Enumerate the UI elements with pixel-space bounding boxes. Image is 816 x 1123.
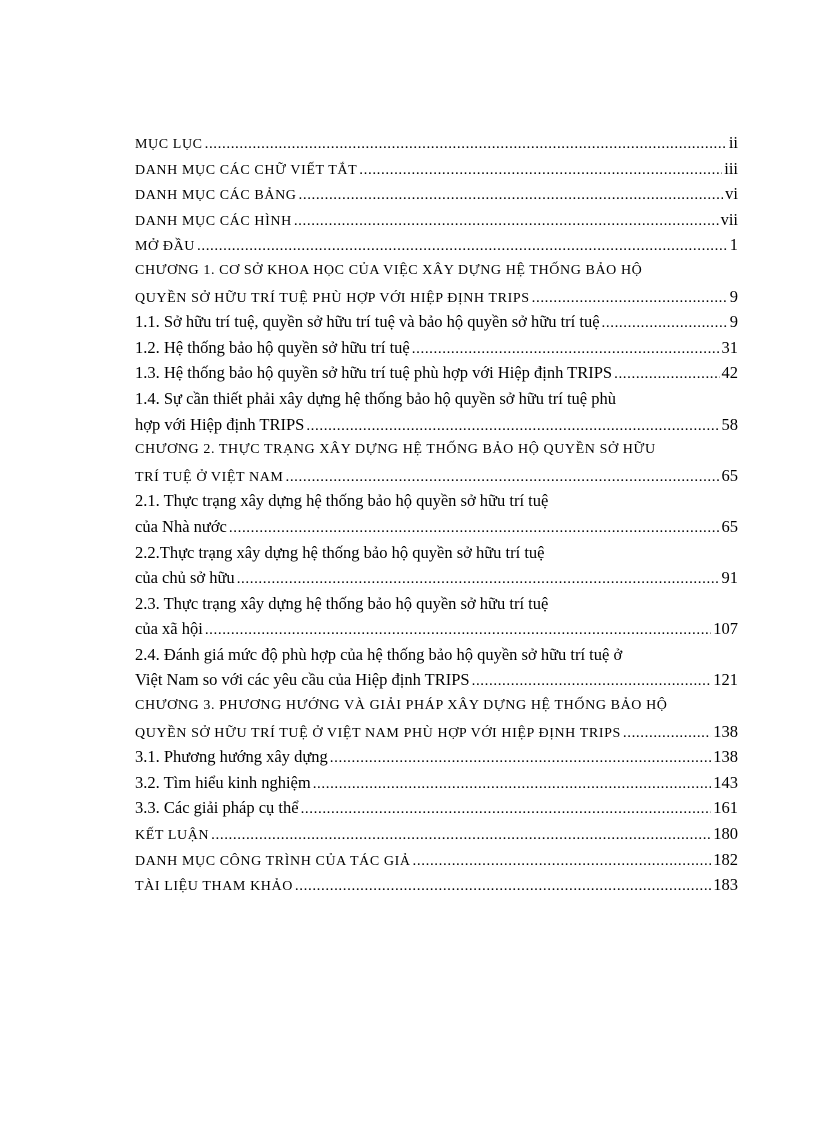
toc-entry-title: 3.3. Các giải pháp cụ thể: [135, 798, 299, 818]
leader-dots: [237, 567, 720, 591]
toc-page-number: 1: [729, 235, 738, 255]
toc-page-number: 42: [721, 363, 738, 383]
toc-entry-tai-lieu: [135, 872, 738, 898]
toc-entry-3-3: [135, 795, 738, 821]
toc-page-number: 9: [729, 286, 738, 306]
leader-dots: [205, 618, 711, 642]
toc-page-number: 91: [721, 568, 738, 588]
toc-entry-hinh: [135, 207, 738, 233]
toc-chapter-1-title: CHƯƠNG 1. CƠ SỞ KHOA HỌC CỦA VIỆC XÂY DỰNG HỆ THỐNG BẢO HỘ: [135, 262, 643, 278]
toc-entry-1-4: [135, 412, 738, 438]
toc-entry-chapter-2: [135, 463, 738, 489]
leader-dots: [295, 874, 711, 898]
toc-entry-title: 3.2. Tìm hiểu kinh nghiệm: [135, 772, 311, 792]
toc-entry-title: 1.1. Sở hữu trí tuệ, quyền sở hữu trí tuệ và bảo hộ quyền sở hữu trí tuệ: [135, 312, 600, 332]
leader-dots: [359, 158, 722, 182]
leader-dots: [294, 209, 719, 233]
toc-page-number: vii: [720, 209, 738, 229]
leader-dots: [211, 823, 711, 847]
leader-dots: [614, 362, 719, 386]
toc-entry-cong-trinh: [135, 847, 738, 873]
toc-entry-title: của Nhà nước: [135, 516, 227, 536]
toc-entry-2-3: [135, 616, 738, 642]
toc-entry-title: Việt Nam so với các yêu cầu của Hiệp định TRIPS: [135, 670, 470, 690]
leader-dots: [413, 849, 712, 873]
leader-dots: [229, 516, 720, 540]
toc-page-number: 143: [713, 772, 738, 792]
toc-entry-1-1: [135, 309, 738, 335]
leader-dots: [313, 772, 712, 796]
toc-page-number: 65: [721, 465, 738, 485]
toc-page-number: 9: [729, 312, 738, 332]
toc-page-number: 183: [713, 875, 738, 895]
toc-entry-2-4: [135, 667, 738, 693]
toc-entry-mo-dau: [135, 232, 738, 258]
toc-page-number: 138: [713, 721, 738, 741]
leader-dots: [330, 746, 711, 770]
toc-entry-title: TÀI LIỆU THAM KHẢO: [135, 879, 293, 895]
toc-page-number: 65: [721, 516, 738, 536]
toc-entry-muc-luc: [135, 130, 738, 156]
leader-dots: [285, 465, 719, 489]
toc-page-number: 138: [713, 747, 738, 767]
toc-entry-title: DANH MỤC CÁC CHỮ VIẾT TẮT: [135, 162, 358, 178]
toc-entry-1-3: [135, 360, 738, 386]
toc-page-number: 107: [713, 619, 738, 639]
toc-entry-bang: [135, 181, 738, 207]
toc-entry-title: DANH MỤC CÁC HÌNH: [135, 213, 292, 229]
toc-entry-title: MỞ ĐẦU: [135, 239, 195, 255]
leader-dots: [197, 234, 728, 258]
leader-dots: [472, 669, 712, 693]
toc-entry-title: 3.1. Phương hướng xây dựng: [135, 747, 328, 767]
toc-entry-title: QUYỀN SỞ HỮU TRÍ TUỆ Ở VIỆT NAM PHÙ HỢP VỚI HIỆP ĐỊNH TRIPS: [135, 725, 621, 741]
toc-section-2-2-title: 2.2.Thực trạng xây dựng hệ thống bảo hộ quyền sở hữu trí tuệ: [135, 542, 545, 562]
toc-chapter-2-title: CHƯƠNG 2. THỰC TRẠNG XÂY DỰNG HỆ THỐNG BẢO HỘ QUYỀN SỞ HỮU: [135, 442, 656, 458]
toc-page-number: iii: [724, 158, 738, 178]
toc-page-number: vi: [725, 184, 738, 204]
leader-dots: [532, 286, 728, 310]
toc-section-1-4-title: 1.4. Sự cần thiết phải xây dựng hệ thống bảo hộ quyền sở hữu trí tuệ phù: [135, 388, 616, 408]
toc-page-number: ii: [728, 133, 738, 152]
toc-entry-title: DANH MỤC CÁC BẢNG: [135, 188, 297, 204]
toc-entry-2-1: [135, 514, 738, 540]
toc-entry-title: QUYỀN SỞ HỮU TRÍ TUỆ PHÙ HỢP VỚI HIỆP ĐỊNH TRIPS: [135, 290, 530, 306]
toc-entry-chapter-1: [135, 284, 738, 310]
toc-page-number: 161: [713, 798, 738, 818]
toc-chapter-3-title: CHƯƠNG 3. PHƯƠNG HƯỚNG VÀ GIẢI PHÁP XÂY DỰNG HỆ THỐNG BẢO HỘ: [135, 698, 668, 714]
leader-dots: [602, 311, 728, 335]
toc-entry-1-2: [135, 335, 738, 361]
toc-page-number: 182: [713, 849, 738, 869]
toc-section-2-1-title: 2.1. Thực trạng xây dựng hệ thống bảo hộ quyền sở hữu trí tuệ: [135, 491, 549, 511]
toc-section-2-3-title: 2.3. Thực trạng xây dựng hệ thống bảo hộ quyền sở hữu trí tuệ: [135, 593, 549, 613]
toc-entry-title: KẾT LUẬN: [135, 828, 210, 844]
toc-entry-title: 1.3. Hệ thống bảo hộ quyền sở hữu trí tuệ phù hợp với Hiệp định TRIPS: [135, 363, 613, 383]
leader-dots: [205, 132, 727, 156]
toc-entry-ket-luan: [135, 821, 738, 847]
toc-entry-title: DANH MỤC CÔNG TRÌNH CỦA TÁC GIẢ: [135, 853, 411, 869]
leader-dots: [412, 337, 720, 361]
toc-entry-3-1: [135, 744, 738, 770]
toc-entry-2-2: [135, 565, 738, 591]
toc-page-number: 58: [721, 414, 738, 434]
leader-dots: [299, 183, 724, 207]
toc-entry-chapter-3: [135, 719, 738, 745]
toc-entry-viet-tat: [135, 156, 738, 182]
toc-section-2-4-title: 2.4. Đánh giá mức độ phù hợp của hệ thống bảo hộ quyền sở hữu trí tuệ ở: [135, 644, 623, 664]
toc-entry-title: của xã hội: [135, 619, 203, 639]
toc-page-number: 31: [721, 337, 738, 357]
table-of-contents: [135, 130, 738, 898]
toc-entry-3-2: [135, 770, 738, 796]
leader-dots: [306, 414, 719, 438]
toc-page-number: 121: [713, 670, 738, 690]
leader-dots: [301, 797, 712, 821]
toc-entry-title: TRÍ TUỆ Ở VIỆT NAM: [135, 469, 284, 485]
toc-entry-title: hợp với Hiệp định TRIPS: [135, 414, 305, 434]
toc-entry-title: của chủ sở hữu: [135, 568, 235, 588]
leader-dots: [623, 721, 711, 745]
toc-entry-title: MỤC LỤC: [135, 137, 203, 152]
toc-entry-title: 1.2. Hệ thống bảo hộ quyền sở hữu trí tuệ: [135, 337, 410, 357]
toc-page-number: 180: [713, 824, 738, 844]
